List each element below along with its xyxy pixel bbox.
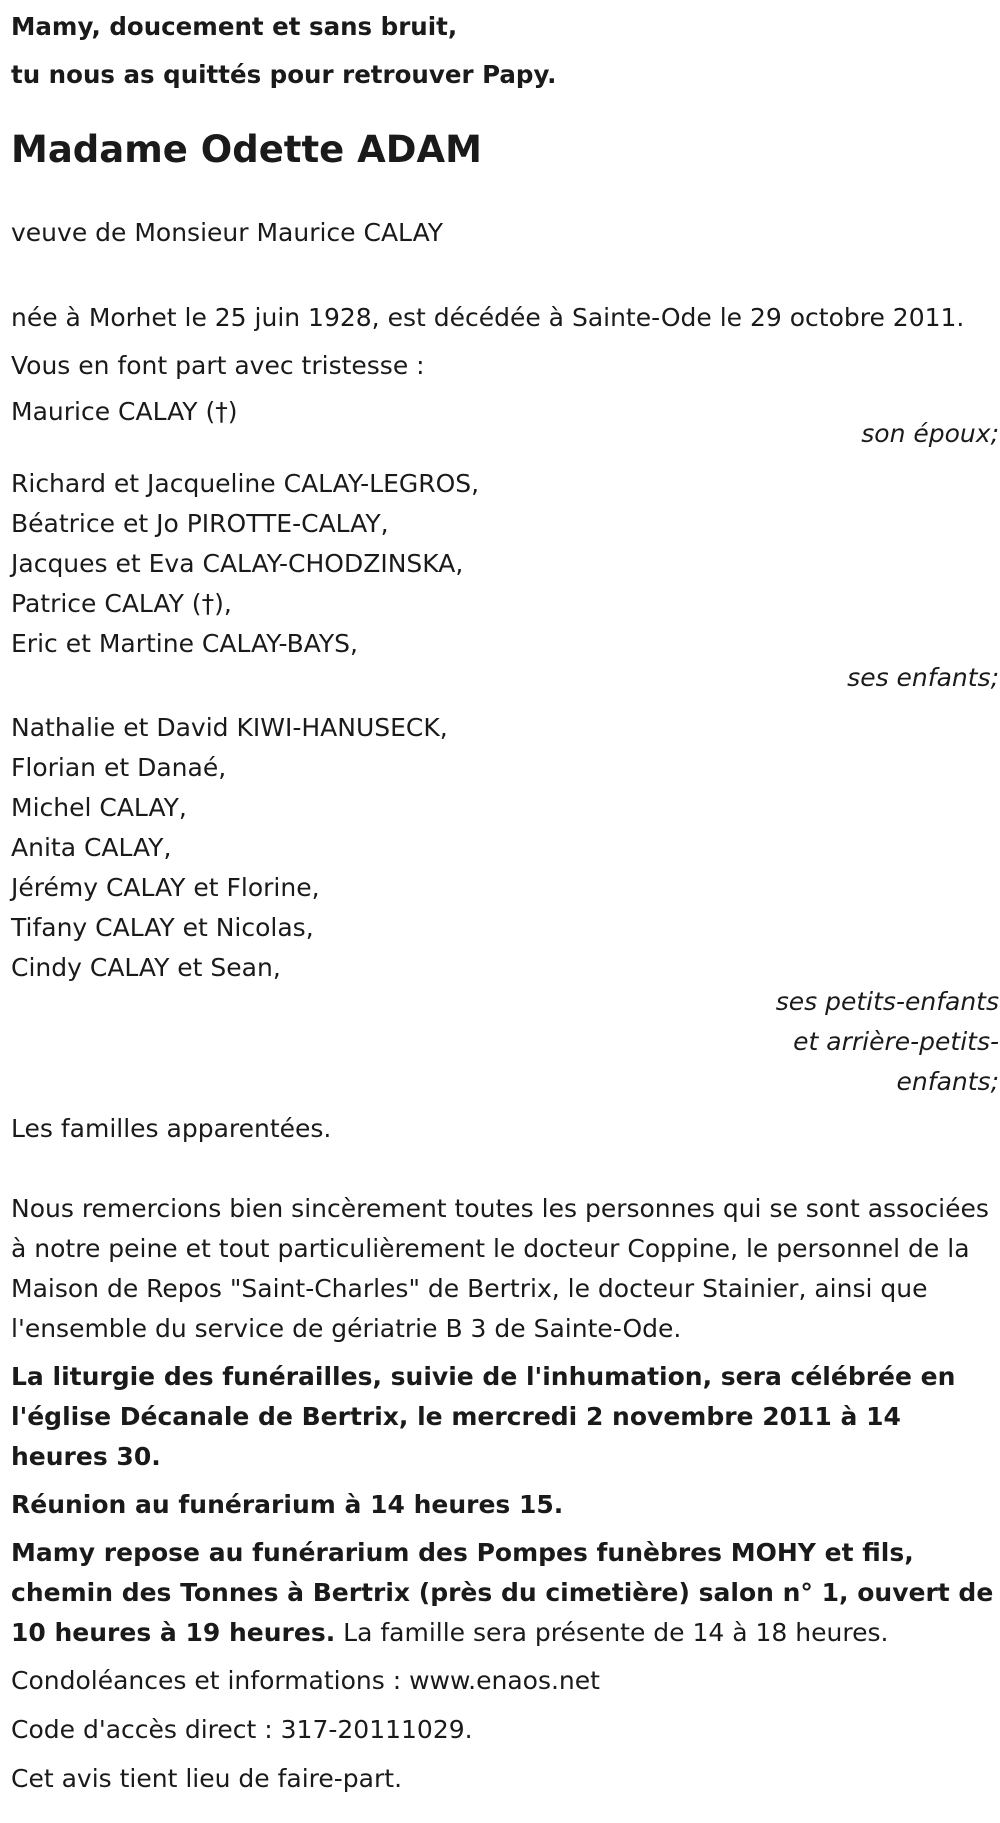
family-presence: La famille sera présente de 14 à 18 heures. xyxy=(335,1618,889,1647)
grandchild-name: Tifany CALAY et Nicolas, xyxy=(11,913,314,942)
repose-location: Mamy repose au funérarium des Pompes funèbres MOHY et fils, chemin des Tonnes à Bertrix (près du cimetière) salon n° 1, ouvert de 10 heures à 19 heures. xyxy=(11,1538,994,1647)
grandchildren-role xyxy=(11,982,999,1102)
child-name: Richard et Jacqueline CALAY-LEGROS, xyxy=(11,469,480,498)
grandchildren-role-line: ses petits-enfants xyxy=(775,987,999,1016)
birth-death-line: née à Morhet le 25 juin 1928, est décédée à Sainte-Ode le 29 octobre 2011. xyxy=(11,303,965,332)
spouse-role: son époux; xyxy=(861,419,999,448)
grandchildren-role-line: et arrière-petits- xyxy=(793,1027,999,1056)
repose-paragraph xyxy=(11,1533,1000,1653)
obituary-notice xyxy=(11,0,1000,1799)
faire-part-line: Cet avis tient lieu de faire-part. xyxy=(11,1764,403,1793)
liturgy-paragraph: La liturgie des funérailles, suivie de l'inhumation, sera célébrée en l'église Décanale de Bertrix, le mercredi 2 novembre 2011 à 14 heures 30. xyxy=(11,1362,956,1471)
deceased-name: Madame Odette ADAM xyxy=(11,128,482,171)
grandchild-name: Nathalie et David KIWI-HANUSECK, xyxy=(11,713,448,742)
related-families: Les familles apparentées. xyxy=(11,1114,332,1143)
widow-line: veuve de Monsieur Maurice CALAY xyxy=(11,218,443,247)
announcement-line: Vous en font part avec tristesse : xyxy=(11,351,425,380)
child-name: Béatrice et Jo PIROTTE-CALAY, xyxy=(11,509,389,538)
spouse-name: Maurice CALAY (†) xyxy=(11,397,238,426)
grandchild-name: Michel CALAY, xyxy=(11,793,187,822)
grandchildren-role-line: enfants; xyxy=(896,1067,999,1096)
thanks-paragraph: Nous remercions bien sincèrement toutes les personnes qui se sont associées à notre peine et tout particulièrement le docteur Coppine, le personnel de la Maison de Repos "Saint-Charles" de Bertrix, le docteur Stainier, ainsi que l'ensemble du service de gériatrie B 3 de Sainte-Ode. xyxy=(11,1194,989,1343)
condolences-line: Condoléances et informations : www.enaos.net xyxy=(11,1666,600,1695)
children-role: ses enfants; xyxy=(847,663,999,692)
grandchild-name: Florian et Danaé, xyxy=(11,753,227,782)
children-group xyxy=(11,464,1000,664)
meeting-line: Réunion au funérarium à 14 heures 15. xyxy=(11,1490,564,1519)
child-name: Patrice CALAY (†), xyxy=(11,589,232,618)
grandchildren-group xyxy=(11,708,1000,988)
grandchild-name: Jérémy CALAY et Florine, xyxy=(11,873,320,902)
epigraph xyxy=(11,3,1000,99)
access-code-line: Code d'accès direct : 317-20111029. xyxy=(11,1715,473,1744)
grandchild-name: Anita CALAY, xyxy=(11,833,172,862)
epigraph-line-2: tu nous as quittés pour retrouver Papy. xyxy=(11,60,557,89)
epigraph-line-1: Mamy, doucement et sans bruit, xyxy=(11,12,458,41)
child-name: Jacques et Eva CALAY-CHODZINSKA, xyxy=(11,549,464,578)
grandchild-name: Cindy CALAY et Sean, xyxy=(11,953,281,982)
child-name: Eric et Martine CALAY-BAYS, xyxy=(11,629,358,658)
